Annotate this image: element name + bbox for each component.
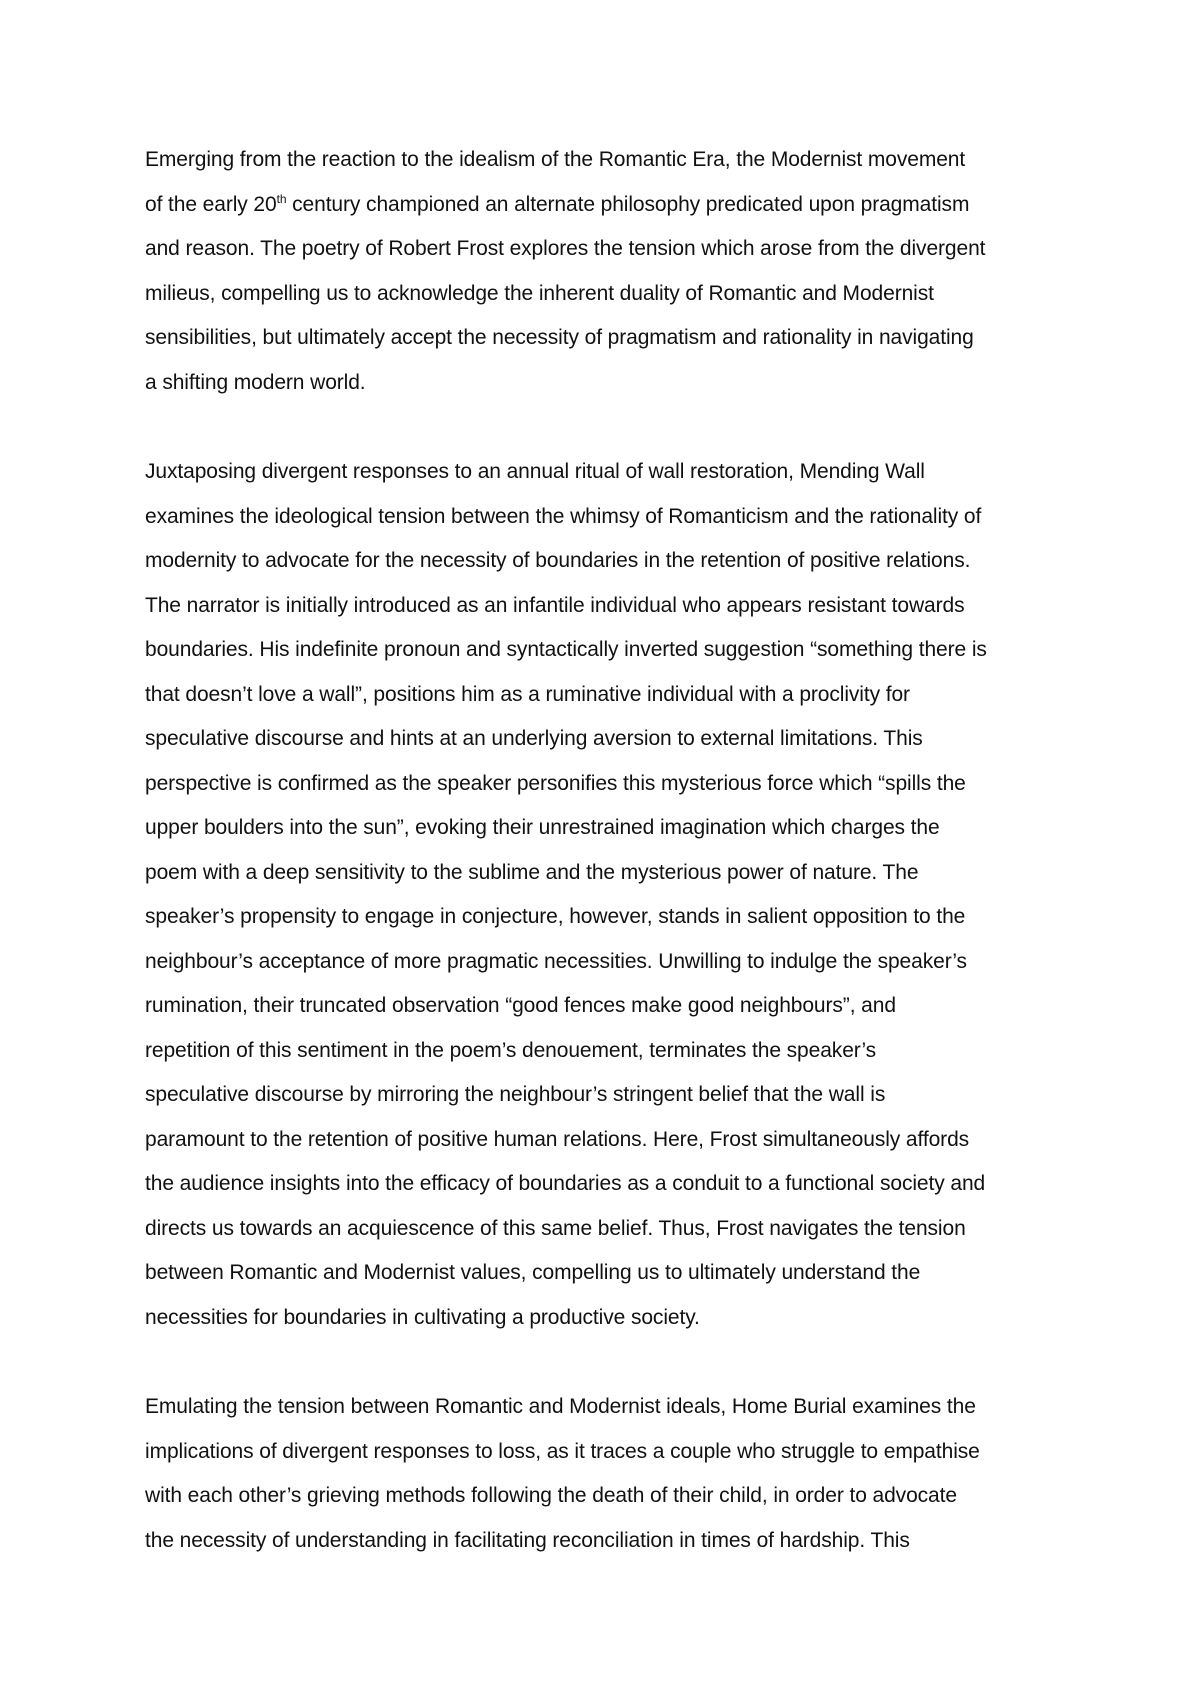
text-line: Emerging from the reaction to the idealism of the Romantic Era, the Modernist movement: [145, 148, 966, 171]
superscript-ordinal: th: [276, 191, 287, 206]
text-line: milieus, compelling us to acknowledge the inherent duality of Romantic and Modernist: [145, 281, 934, 305]
text-line: a shifting modern world.: [145, 370, 366, 394]
text-line: speculative discourse and hints at an underlying aversion to external limitations. This: [145, 727, 923, 750]
paragraph-mending-wall: [145, 450, 1065, 1340]
text-line: of the early 20: [145, 192, 277, 216]
text-line: the audience insights into the efficacy of boundaries as a conduit to a functional society and: [145, 1172, 986, 1195]
text-line: rumination, their truncated observation “good fences make good neighbours”, and: [145, 994, 896, 1017]
text-line: sensibilities, but ultimately accept the necessity of pragmatism and rationality in navigating: [145, 326, 974, 349]
text-line: with each other’s grieving methods following the death of their child, in order to advocate: [145, 1484, 957, 1507]
text-line: modernity to advocate for the necessity of boundaries in the retention of positive relations.: [145, 549, 971, 572]
text-line: speaker’s propensity to engage in conjecture, however, stands in salient opposition to the: [145, 905, 966, 928]
text-line: examines the ideological tension between the whimsy of Romanticism and the rationality of: [145, 504, 982, 528]
paragraph-introduction: [145, 138, 1065, 405]
text-line: directs us towards an acquiescence of this same belief. Thus, Frost navigates the tension: [145, 1216, 966, 1240]
text-line: between Romantic and Modernist values, compelling us to ultimately understand the: [145, 1261, 921, 1284]
text-line: implications of divergent responses to loss, as it traces a couple who struggle to empathise: [145, 1439, 980, 1463]
text-line: perspective is confirmed as the speaker personifies this mysterious force which “spills the: [145, 771, 966, 795]
text-line: neighbour’s acceptance of more pragmatic necessities. Unwilling to indulge the speaker’s: [145, 949, 967, 973]
text-line: Emulating the tension between Romantic and Modernist ideals, Home Burial examines the: [145, 1395, 976, 1418]
text-line: necessities for boundaries in cultivating a productive society.: [145, 1305, 700, 1329]
text-line: speculative discourse by mirroring the neighbour’s stringent belief that the wall is: [145, 1083, 886, 1106]
text-line: repetition of this sentiment in the poem’s denouement, terminates the speaker’s: [145, 1038, 877, 1062]
text-line: poem with a deep sensitivity to the sublime and the mysterious power of nature. The: [145, 860, 919, 884]
text-line: century championed an alternate philosophy predicated upon pragmatism: [286, 192, 970, 216]
text-line: boundaries. His indefinite pronoun and syntactically inverted suggestion “something there is: [145, 638, 987, 661]
text-line: The narrator is initially introduced as an infantile individual who appears resistant towards: [145, 593, 965, 617]
text-line: that doesn’t love a wall”, positions him as a ruminative individual with a proclivity for: [145, 682, 910, 706]
paragraph-home-burial: [145, 1385, 1065, 1563]
text-line: upper boulders into the sun”, evoking their unrestrained imagination which charges the: [145, 816, 940, 839]
text-line: Juxtaposing divergent responses to an annual ritual of wall restoration, Mending Wall: [145, 460, 925, 483]
text-line: the necessity of understanding in facilitating reconciliation in times of hardship. This: [145, 1528, 910, 1552]
essay-body: [145, 138, 1065, 1563]
text-line: paramount to the retention of positive human relations. Here, Frost simultaneously affords: [145, 1127, 970, 1151]
text-line: and reason. The poetry of Robert Frost explores the tension which arose from the divergent: [145, 237, 986, 260]
